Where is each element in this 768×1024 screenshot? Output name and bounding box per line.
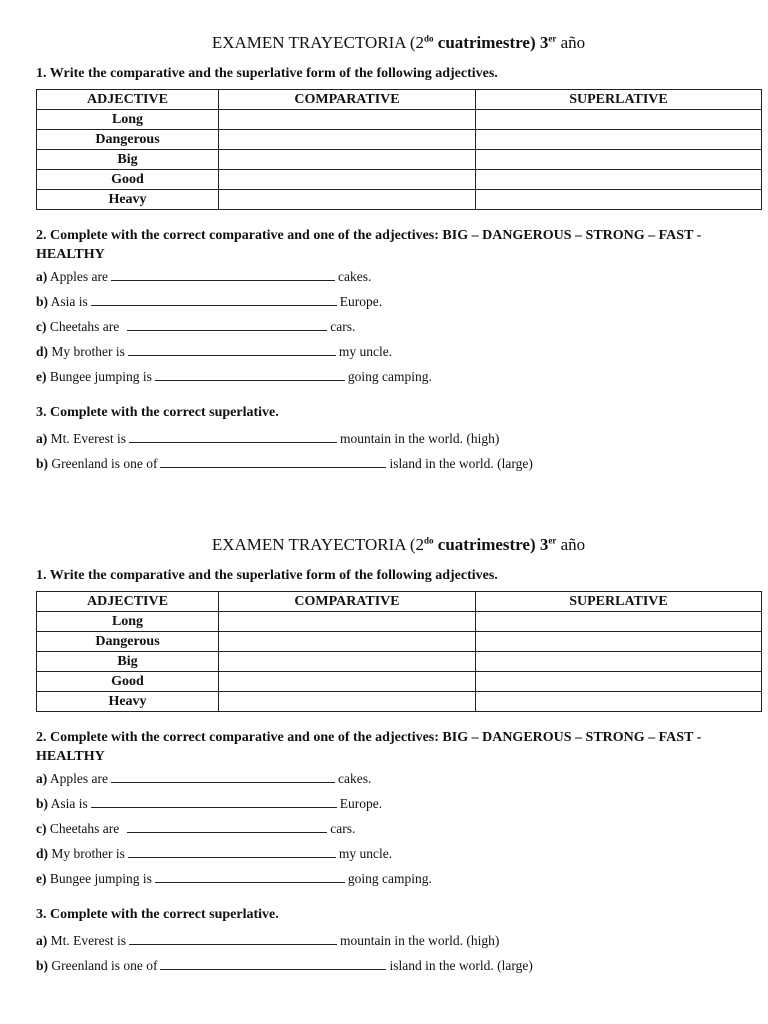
adjective-cell: Good: [37, 672, 219, 692]
item-text-before: Apples are: [49, 771, 108, 786]
adjective-cell: Big: [37, 150, 219, 170]
answer-blank[interactable]: [127, 819, 327, 833]
item-text-before: Cheetahs are: [49, 319, 120, 334]
table-header-row: [37, 592, 762, 612]
q2-item: [36, 289, 761, 314]
header-comparative: COMPARATIVE: [219, 90, 476, 110]
item-letter: b): [36, 958, 49, 973]
superlative-answer-cell[interactable]: [476, 692, 762, 712]
comparative-answer-cell[interactable]: [219, 130, 476, 150]
item-letter: b): [36, 796, 49, 811]
item-text-after: cakes.: [338, 269, 372, 284]
item-text-after: cars.: [330, 821, 356, 836]
item-text-before: Greenland is one of: [51, 958, 158, 973]
superlative-answer-cell[interactable]: [476, 672, 762, 692]
item-text-after: my uncle.: [338, 846, 393, 861]
q2-instruction: 2. Complete with the correct comparative and one of the adjectives: BIG – DANGEROUS – STRONG – FAST - HEALTHY: [36, 730, 702, 764]
adjective-cell: Dangerous: [37, 130, 219, 150]
q3-section: [36, 905, 761, 978]
comparative-answer-cell[interactable]: [219, 672, 476, 692]
adjective-cell: Long: [37, 110, 219, 130]
table-row: [37, 612, 762, 632]
item-text-after: going camping.: [347, 871, 432, 886]
item-text-before: My brother is: [51, 846, 125, 861]
q2-item: [36, 364, 761, 389]
superlative-answer-cell[interactable]: [476, 612, 762, 632]
item-text-after: going camping.: [347, 369, 432, 384]
table-header-row: [37, 90, 762, 110]
answer-blank[interactable]: [91, 794, 337, 808]
item-letter: c): [36, 319, 47, 334]
title-sup-er: er: [548, 33, 557, 44]
title-main: EXAMEN TRAYECTORIA (2: [211, 33, 425, 52]
table-row: [37, 110, 762, 130]
q2-item: [36, 816, 761, 841]
q3-instruction: 3. Complete with the correct superlative.: [36, 405, 279, 420]
answer-blank[interactable]: [128, 844, 336, 858]
q2-item: [36, 791, 761, 816]
title-mid: cuatrimestre) 3: [433, 33, 549, 52]
item-text-before: Bungee jumping is: [49, 871, 152, 886]
adjective-cell: Good: [37, 170, 219, 190]
table-row: [37, 672, 762, 692]
item-letter: b): [36, 456, 49, 471]
title-sup-do: do: [424, 33, 434, 44]
exam-copy-2: [36, 534, 761, 978]
item-text-before: Mt. Everest is: [50, 933, 126, 948]
q2-section: [36, 226, 761, 389]
item-letter: a): [36, 771, 48, 786]
item-text-after: mountain in the world. (high): [340, 431, 500, 446]
q2-item: [36, 339, 761, 364]
item-text-before: Bungee jumping is: [49, 369, 152, 384]
item-letter: a): [36, 269, 48, 284]
item-letter: d): [36, 846, 49, 861]
q3-section: [36, 403, 761, 476]
exam-copy-1: [36, 32, 761, 476]
header-superlative: SUPERLATIVE: [476, 90, 762, 110]
answer-blank[interactable]: [160, 454, 386, 468]
q2-item: [36, 841, 761, 866]
header-superlative: SUPERLATIVE: [476, 592, 762, 612]
header-adjective: ADJECTIVE: [37, 592, 219, 612]
table-row: [37, 150, 762, 170]
item-text-after: cakes.: [338, 771, 372, 786]
answer-blank[interactable]: [128, 342, 336, 356]
title-sup-er: er: [548, 535, 557, 546]
q2-item: [36, 766, 761, 791]
title-main: EXAMEN TRAYECTORIA (2: [211, 535, 425, 554]
comparative-answer-cell[interactable]: [219, 110, 476, 130]
adjective-cell: Heavy: [37, 190, 219, 210]
table-row: [37, 632, 762, 652]
answer-blank[interactable]: [155, 869, 345, 883]
adjective-table: [36, 89, 762, 210]
title-end: año: [556, 33, 586, 52]
item-text-after: Europe.: [339, 294, 383, 309]
item-text-before: Greenland is one of: [51, 456, 158, 471]
comparative-answer-cell[interactable]: [219, 612, 476, 632]
superlative-answer-cell[interactable]: [476, 190, 762, 210]
item-letter: c): [36, 821, 47, 836]
item-text-after: my uncle.: [338, 344, 393, 359]
exam-title: [36, 534, 761, 556]
q2-item: [36, 264, 761, 289]
table-row: [37, 130, 762, 150]
table-row: [37, 692, 762, 712]
q3-instruction: 3. Complete with the correct superlative.: [36, 907, 279, 922]
q2-item: [36, 314, 761, 339]
superlative-answer-cell[interactable]: [476, 150, 762, 170]
q1-instruction: 1. Write the comparative and the superlative form of the following adjectives.: [36, 66, 498, 81]
table-row: [37, 190, 762, 210]
answer-blank[interactable]: [127, 317, 327, 331]
title-mid: cuatrimestre) 3: [433, 535, 549, 554]
comparative-answer-cell[interactable]: [219, 692, 476, 712]
item-text-after: cars.: [330, 319, 356, 334]
q3-item: [36, 451, 761, 476]
item-letter: e): [36, 369, 47, 384]
answer-blank[interactable]: [129, 931, 337, 945]
item-text-before: Mt. Everest is: [50, 431, 126, 446]
q3-item: [36, 426, 761, 451]
comparative-answer-cell[interactable]: [219, 170, 476, 190]
table-row: [37, 652, 762, 672]
answer-blank[interactable]: [160, 956, 386, 970]
item-text-before: My brother is: [51, 344, 125, 359]
comparative-answer-cell[interactable]: [219, 632, 476, 652]
title-sup-do: do: [424, 535, 434, 546]
item-text-after: island in the world. (large): [389, 456, 533, 471]
q3-item: [36, 928, 761, 953]
item-letter: a): [36, 431, 48, 446]
comparative-answer-cell[interactable]: [219, 652, 476, 672]
superlative-answer-cell[interactable]: [476, 652, 762, 672]
title-end: año: [556, 535, 586, 554]
item-letter: e): [36, 871, 47, 886]
item-letter: a): [36, 933, 48, 948]
table-row: [37, 170, 762, 190]
superlative-answer-cell[interactable]: [476, 170, 762, 190]
item-text-before: Asia is: [50, 796, 88, 811]
header-adjective: ADJECTIVE: [37, 90, 219, 110]
q2-item: [36, 866, 761, 891]
comparative-answer-cell[interactable]: [219, 150, 476, 170]
item-text-after: mountain in the world. (high): [340, 933, 500, 948]
item-text-after: island in the world. (large): [389, 958, 533, 973]
superlative-answer-cell[interactable]: [476, 632, 762, 652]
header-comparative: COMPARATIVE: [219, 592, 476, 612]
q2-section: [36, 728, 761, 891]
superlative-answer-cell[interactable]: [476, 110, 762, 130]
adjective-cell: Heavy: [37, 692, 219, 712]
answer-blank[interactable]: [129, 429, 337, 443]
item-text-before: Asia is: [50, 294, 88, 309]
superlative-answer-cell[interactable]: [476, 130, 762, 150]
item-letter: b): [36, 294, 49, 309]
adjective-table: [36, 591, 762, 712]
adjective-cell: Dangerous: [37, 632, 219, 652]
item-text-before: Cheetahs are: [49, 821, 120, 836]
exam-title: [36, 32, 761, 54]
item-letter: d): [36, 344, 49, 359]
item-text-before: Apples are: [49, 269, 108, 284]
q3-item: [36, 953, 761, 978]
answer-blank[interactable]: [155, 367, 345, 381]
item-text-after: Europe.: [339, 796, 383, 811]
adjective-cell: Big: [37, 652, 219, 672]
q2-instruction: 2. Complete with the correct comparative and one of the adjectives: BIG – DANGEROUS – STRONG – FAST - HEALTHY: [36, 228, 702, 262]
answer-blank[interactable]: [111, 267, 335, 281]
answer-blank[interactable]: [111, 769, 335, 783]
adjective-cell: Long: [37, 612, 219, 632]
comparative-answer-cell[interactable]: [219, 190, 476, 210]
q1-instruction: 1. Write the comparative and the superlative form of the following adjectives.: [36, 568, 498, 583]
answer-blank[interactable]: [91, 292, 337, 306]
